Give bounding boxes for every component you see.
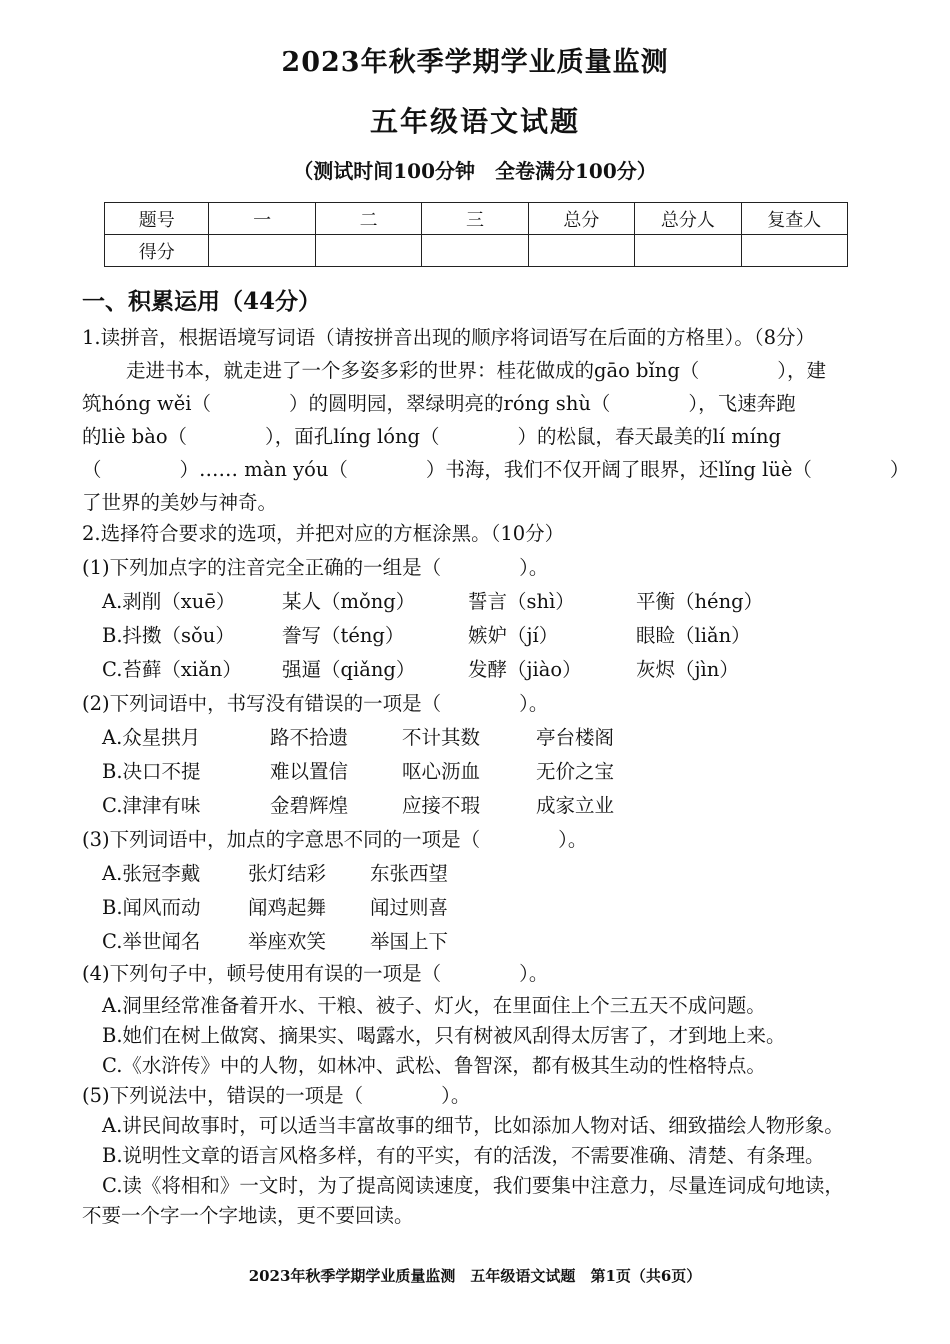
option-item: A.剥削（xuē）: [102, 590, 236, 613]
page-footer: 2023年秋季学期学业质量监测 五年级语文试题 第1页（共6页）: [248, 1267, 702, 1285]
option-sentence: B.她们在树上做窝、摘果实、喝露水，只有树被风刮得太厉害了，才到地上来。: [102, 1024, 786, 1047]
passage-line: 了世界的美妙与神奇。: [82, 491, 278, 514]
passage-line: 走进书本，就走进了一个多姿多彩的世界：桂花做成的gāo bǐng（ ），建: [126, 359, 827, 382]
exam-title: 2023年秋季学期学业质量监测: [281, 47, 669, 78]
option-item: A.张冠李戴: [102, 862, 201, 885]
score-cell: 三: [422, 203, 528, 235]
subquestion-stem: (3)下列词语中，加点的字意思不同的一项是（ ）。: [82, 828, 588, 851]
option-item: B.抖擞（sǒu）: [102, 624, 235, 647]
option-item: 亭台楼阁: [536, 726, 615, 749]
option-item: 无价之宝: [536, 760, 615, 783]
option-item: 誊写（téng）: [282, 624, 405, 647]
option-item: 誓言（shì）: [468, 590, 575, 613]
score-input-cell[interactable]: [422, 235, 528, 267]
option-item: 不计其数: [402, 726, 481, 749]
score-table-score-row: [105, 235, 848, 267]
option-item: 强逼（qiǎng）: [282, 658, 416, 681]
option-item: 路不拾遗: [270, 726, 349, 749]
passage-line: 的liè bào（ ），面孔líng lóng（ ）的松鼠，春天最美的lí míng: [82, 425, 781, 448]
score-input-cell[interactable]: [741, 235, 847, 267]
score-cell: 总分人: [635, 203, 741, 235]
option-sentence: C.读《将相和》一文时，为了提高阅读速度，我们要集中注意力，尽量连词成句地读，: [102, 1174, 844, 1197]
option-item: C.津津有味: [102, 794, 201, 817]
option-item: B.闻风而动: [102, 896, 201, 919]
subquestion-stem: (4)下列句子中，顿号使用有误的一项是（ ）。: [82, 962, 549, 985]
subquestion-stem: (5)下列说法中，错误的一项是（ ）。: [82, 1084, 471, 1107]
option-item: 张灯结彩: [248, 862, 327, 885]
option-item: 闻鸡起舞: [248, 896, 327, 919]
option-item: 嫉妒（jí）: [468, 624, 559, 647]
score-table: [104, 202, 848, 267]
passage-line: 筑hóng wěi（ ）的圆明园，翠绿明亮的róng shù（ ），飞速奔跑: [82, 392, 796, 415]
option-sentence: 不要一个字一个字地读，更不要回读。: [82, 1204, 414, 1227]
option-item: 应接不瑕: [402, 794, 481, 817]
score-cell: 二: [315, 203, 421, 235]
score-cell: 一: [209, 203, 315, 235]
option-item: C.举世闻名: [102, 930, 201, 953]
option-item: 成家立业: [536, 794, 615, 817]
option-item: 难以置信: [270, 760, 349, 783]
option-item: A.众星拱月: [102, 726, 201, 749]
score-table-header-row: [105, 203, 848, 235]
option-item: 眼睑（liǎn）: [636, 624, 751, 647]
score-input-cell[interactable]: [528, 235, 634, 267]
score-input-cell[interactable]: [635, 235, 741, 267]
option-item: 平衡（héng）: [636, 590, 764, 613]
subquestion-stem: (2)下列词语中，书写没有错误的一项是（ ）。: [82, 692, 549, 715]
score-cell: 题号: [105, 203, 209, 235]
option-item: B.决口不提: [102, 760, 201, 783]
option-item: 灰烬（jìn）: [636, 658, 739, 681]
section-heading: 一、积累运用（44分）: [82, 288, 322, 315]
option-item: 金碧辉煌: [270, 794, 349, 817]
exam-subtitle: 五年级语文试题: [369, 105, 580, 138]
option-item: 举国上下: [370, 930, 449, 953]
exam-meta: （测试时间100分钟 全卷满分100分）: [293, 159, 657, 183]
option-item: 呕心沥血: [402, 760, 481, 783]
option-item: C.苔藓（xiǎn）: [102, 658, 242, 681]
option-item: 某人（mǒng）: [282, 590, 416, 613]
option-item: 举座欢笑: [248, 930, 327, 953]
score-cell: 总分: [528, 203, 634, 235]
option-item: 闻过则喜: [370, 896, 449, 919]
option-sentence: A.讲民间故事时，可以适当丰富故事的细节，比如添加人物对话、细致描绘人物形象。: [102, 1114, 844, 1137]
passage-line: （ ）…… màn yóu（ ）书海，我们不仅开阔了眼界，还lǐng lüè（ ）: [82, 458, 910, 481]
option-sentence: B.说明性文章的语言风格多样，有的平实，有的活泼，不需要准确、清楚、有条理。: [102, 1144, 825, 1167]
question-stem: 2.选择符合要求的选项，并把对应的方框涂黑。（10分）: [82, 522, 565, 545]
subquestion-stem: (1)下列加点字的注音完全正确的一组是（ ）。: [82, 556, 549, 579]
score-input-cell[interactable]: [315, 235, 421, 267]
score-input-cell[interactable]: [209, 235, 315, 267]
option-sentence: A.洞里经常准备着开水、干粮、被子、灯火，在里面住上个三五天不成问题。: [102, 994, 766, 1017]
option-sentence: C.《水浒传》中的人物，如林冲、武松、鲁智深，都有极其生动的性格特点。: [102, 1054, 766, 1077]
option-item: 发酵（jiào）: [468, 658, 582, 681]
option-item: 东张西望: [370, 862, 449, 885]
question-stem: 1.读拼音，根据语境写词语（请按拼音出现的顺序将词语写在后面的方格里）。（8分）: [82, 326, 816, 349]
score-row-label: 得分: [105, 235, 209, 267]
score-cell: 复查人: [741, 203, 847, 235]
